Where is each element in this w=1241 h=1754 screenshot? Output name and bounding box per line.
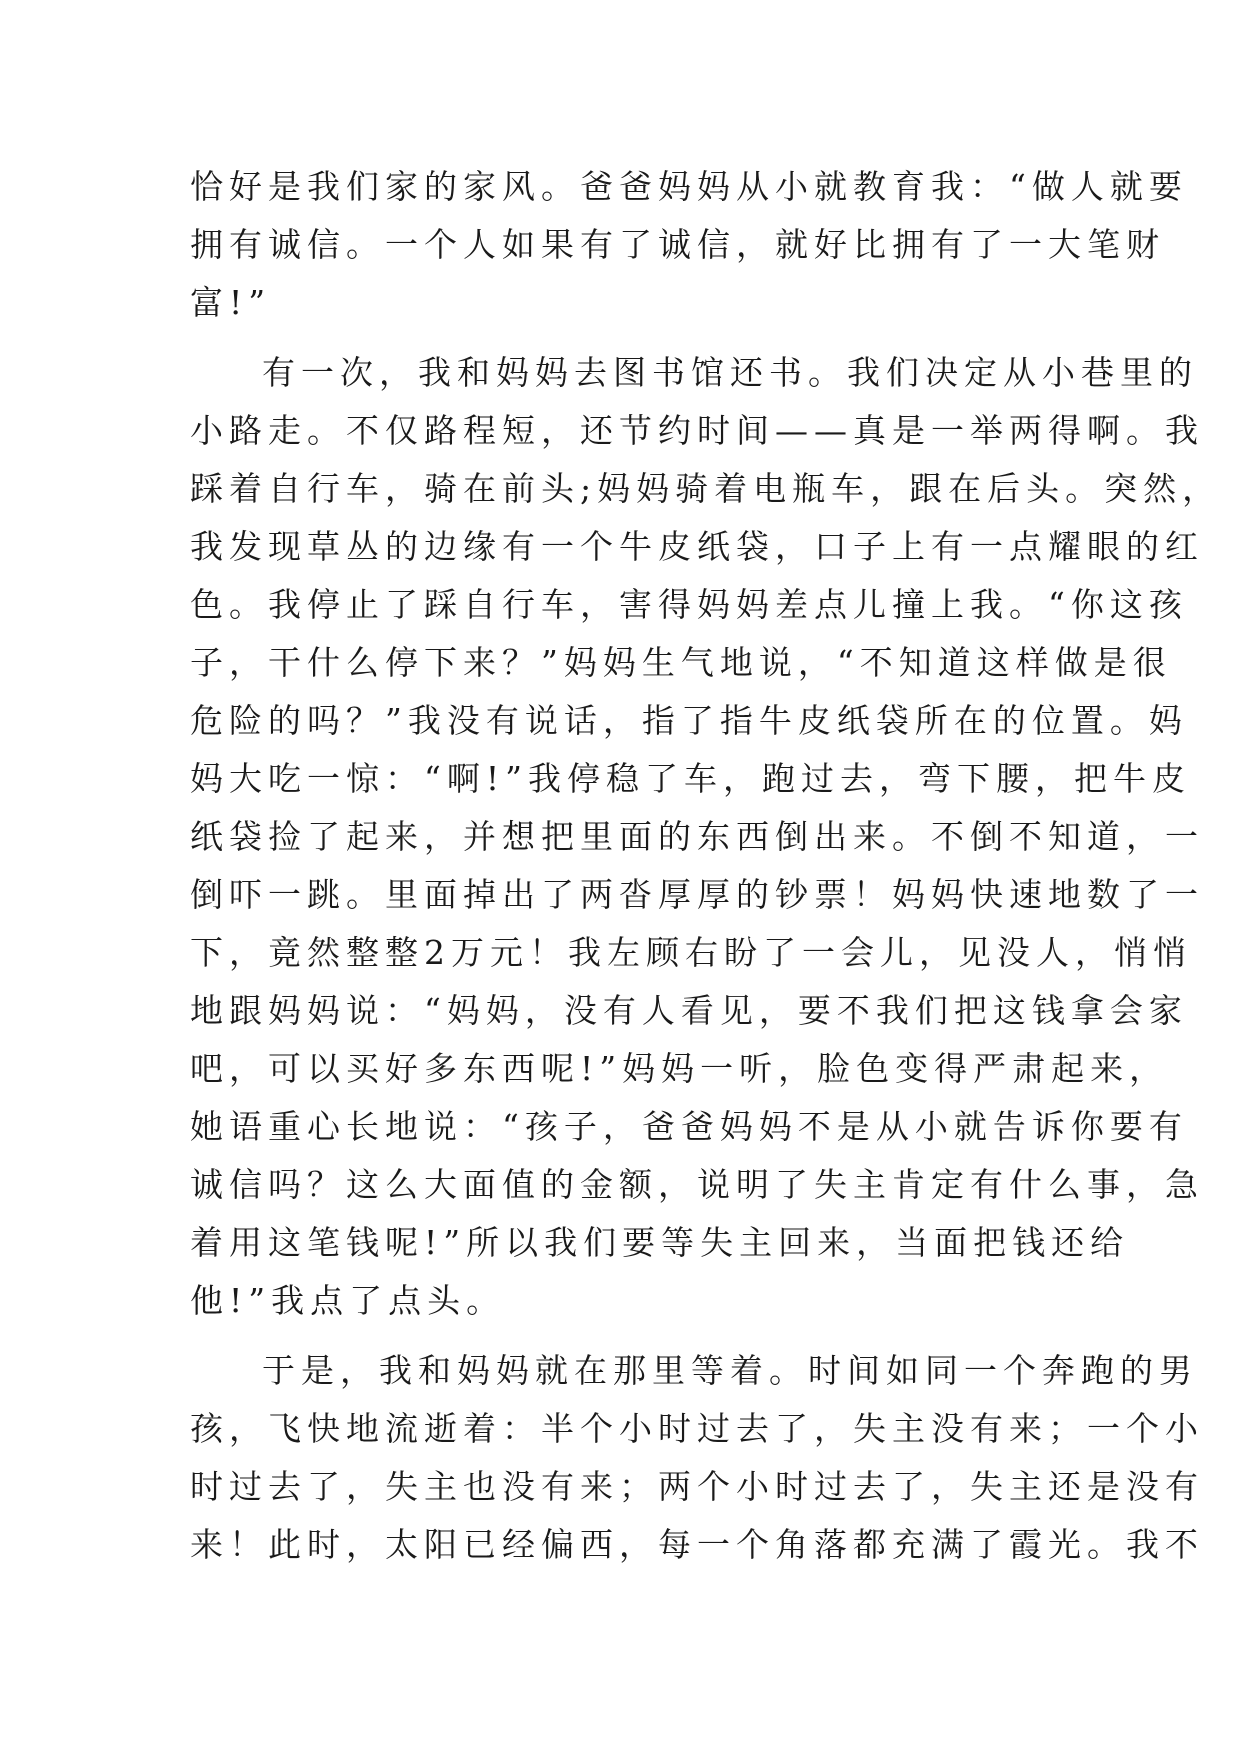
text-line: 危险的吗？”我没有说话，指了指牛皮纸袋所在的位置。妈 (190, 701, 1188, 740)
text-line: 来！此时，太阳已经偏西，每一个角落都充满了霞光。我不 (190, 1525, 1204, 1564)
body-text (190, 158, 1222, 1574)
text-line: 色。我停止了踩自行车，害得妈妈差点儿撞上我。“你这孩 (190, 585, 1188, 624)
text-line: 子，干什么停下来？”妈妈生气地说，“不知道这样做是很 (190, 643, 1172, 682)
text-line: 他!”我点了点头。 (190, 1281, 506, 1320)
text-line: 有一次，我和妈妈去图书馆还书。我们决定从小巷里的 (262, 353, 1198, 392)
text-line: 踩着自行车，骑在前头;妈妈骑着电瓶车，跟在后头。突然， (190, 469, 1222, 508)
text-line: 倒吓一跳。里面掉出了两沓厚厚的钞票！妈妈快速地数了一 (190, 875, 1204, 914)
text-line: 诚信吗？这么大面值的金额，说明了失主肯定有什么事，急 (190, 1165, 1204, 1204)
text-line: 孩，飞快地流逝着：半个小时过去了，失主没有来；一个小 (190, 1409, 1204, 1448)
paragraph-3 (190, 1342, 1204, 1574)
text-line: 我发现草丛的边缘有一个牛皮纸袋，口子上有一点耀眼的红 (190, 527, 1204, 566)
text-line: 纸袋捡了起来，并想把里面的东西倒出来。不倒不知道，一 (190, 817, 1204, 856)
paragraph-spacer (190, 1330, 1050, 1342)
text-line: 下，竟然整整2万元！我左顾右盼了一会儿，见没人，悄悄 (190, 933, 1192, 972)
text-line: 时过去了，失主也没有来；两个小时过去了，失主还是没有 (190, 1467, 1204, 1506)
text-line: 恰好是我们家的家风。爸爸妈妈从小就教育我：“做人就要 (190, 167, 1188, 206)
text-line: 妈大吃一惊：“啊!”我停稳了车，跑过去，弯下腰，把牛皮 (190, 759, 1192, 798)
text-line: 拥有诚信。一个人如果有了诚信，就好比拥有了一大笔财 (190, 225, 1165, 264)
text-line: 富!” (190, 283, 272, 322)
text-line: 着用这笔钱呢!”所以我们要等失主回来，当面把钱还给 (190, 1223, 1130, 1262)
text-line: 小路走。不仅路程短，还节约时间——真是一举两得啊。我 (190, 411, 1204, 450)
text-line: 吧，可以买好多东西呢!”妈妈一听，脸色变得严肃起来， (190, 1049, 1169, 1088)
paragraph-2 (190, 344, 1222, 1330)
paragraph-spacer (190, 332, 1050, 344)
paragraph-1 (190, 158, 1188, 332)
text-line: 于是，我和妈妈就在那里等着。时间如同一个奔跑的男 (262, 1351, 1198, 1390)
text-line: 她语重心长地说：“孩子，爸爸妈妈不是从小就告诉你要有 (190, 1107, 1188, 1146)
text-line: 地跟妈妈说：“妈妈，没有人看见，要不我们把这钱拿会家 (190, 991, 1188, 1030)
